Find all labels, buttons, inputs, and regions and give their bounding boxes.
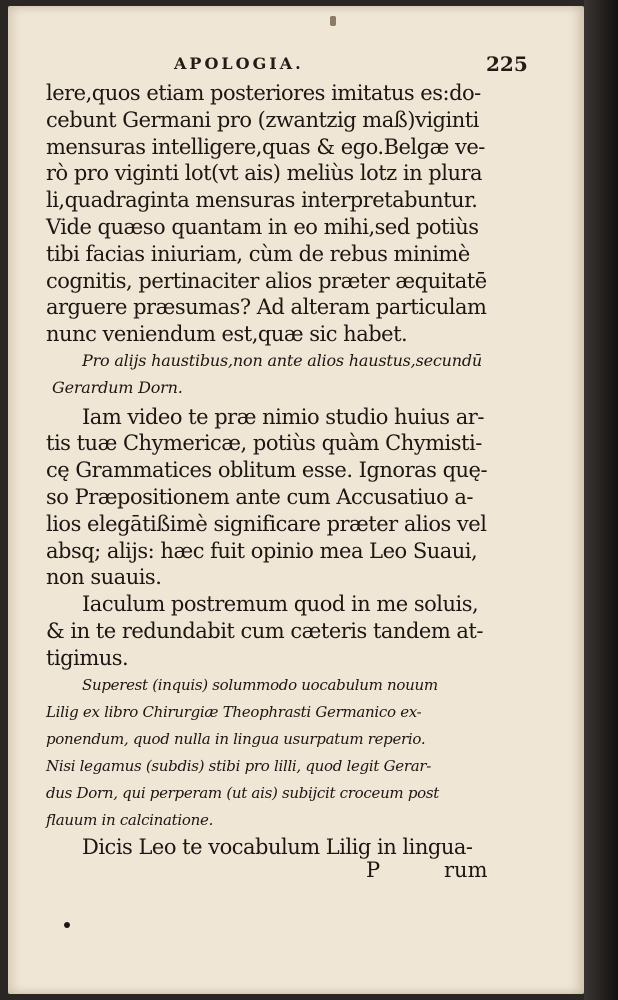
text-line: Vide quæso quantam in eo mihi,sed potiùs xyxy=(46,214,479,239)
text-line: mensuras intelligere,quas & ego.Belgæ ve- xyxy=(46,134,485,159)
text-line: li,quadraginta mensuras interpretabuntur. xyxy=(46,188,478,213)
signature-mark: P xyxy=(366,858,381,882)
text-line: Iam video te præ nimio studio huius ar- xyxy=(82,404,484,429)
text-line: lere,quos etiam posteriores imitatus es:do- xyxy=(46,81,481,105)
text-line: tigimus. xyxy=(46,645,129,670)
text-line: non suauis. xyxy=(46,565,162,590)
folio-number: 225 xyxy=(486,52,528,76)
binding-edge xyxy=(584,0,618,1000)
quote-line: Gerardum Dorn. xyxy=(52,377,183,397)
text-line: arguere præsumas? Ad alteram particulam xyxy=(46,295,487,320)
quote-line: Nisi legamus (subdis) stibi pro lilli, quod legit Gerar- xyxy=(46,756,432,775)
text-line: absq; alijs: hæc fuit opinio mea Leo Suaui, xyxy=(46,538,478,563)
body-text xyxy=(46,80,496,860)
text-line: tis tuæ Chymericæ, potiùs quàm Chymisti- xyxy=(46,431,482,456)
page-mark xyxy=(330,16,336,26)
quote-line: dus Dorn, qui perperam (ut ais) subijcit croceum post xyxy=(46,783,439,802)
quote-line: Superest (inquis) solummodo uocabulum nouum xyxy=(82,675,438,694)
running-title: APOLOGIA. xyxy=(174,54,304,73)
book-page xyxy=(8,6,584,994)
quote-line: ponendum, quod nulla in lingua usurpatum reperio. xyxy=(46,729,426,748)
text-line: Iaculum postremum quod in me soluis, xyxy=(82,592,479,617)
text-line: & in te redundabit cum cæteris tandem at- xyxy=(46,618,483,643)
catchword: rum xyxy=(444,858,488,882)
text-line: tibi facias iniuriam, cùm de rebus minimè xyxy=(46,241,470,266)
text-line: Dicis Leo te vocabulum Lilig in lingua- xyxy=(82,834,473,859)
text-line: rò pro viginti lot(vt ais) meliùs lotz in plura xyxy=(46,161,483,186)
quote-line: Lilig ex libro Chirurgiæ Theophrasti Germanico ex- xyxy=(46,702,422,721)
text-line: lios elegātißimè significare præter alios vel xyxy=(46,511,487,536)
text-line: so Præpositionem ante cum Accusatiuo a- xyxy=(46,484,474,509)
page-footer xyxy=(8,858,584,888)
text-line: cę Grammatices oblitum esse. Ignoras quę- xyxy=(46,458,488,483)
text-line: cognitis, pertinaciter alios præter æquitatē xyxy=(46,268,487,293)
quote-line: Pro alijs haustibus,non ante alios haustus,secundū xyxy=(82,350,482,370)
ink-speck xyxy=(64,922,70,928)
quote-line: flauum in calcinatione. xyxy=(46,810,214,829)
text-line: nunc veniendum est,quæ sic habet. xyxy=(46,322,408,347)
page-header xyxy=(8,50,584,80)
text-line: cebunt Germani pro (zwantzig maß)viginti xyxy=(46,107,479,132)
